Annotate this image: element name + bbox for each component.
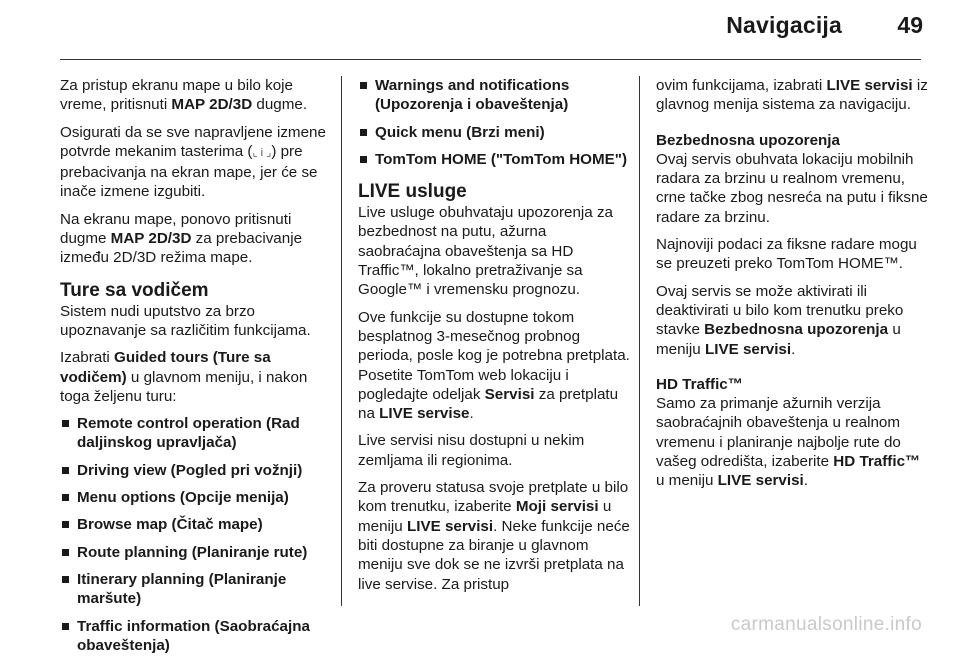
paragraph: Osigurati da se sve napravljene izmene potvrde mekanim tasterima (⌞ i ⌟) pre prebacivanja na ekran mape, jer će se inače izmene izgubiti.	[60, 123, 326, 201]
paragraph: Sistem nudi uputstvo za brzo upoznavanje sa različitim funkcijama.	[60, 302, 311, 339]
softkey-glyphs: ⌞ i ⌟	[252, 146, 272, 159]
paragraph: Live usluge obuhvataju upozorenja za bezbednost na putu, ažurna saobraćajna obaveštenja sa HD Traffic™, lokalno pretraživanje sa Google™ i vremensku prognozu.	[358, 204, 613, 299]
paragraph: Ove funkcije su dostupne tokom besplatnog 3-mesečnog probnog perioda, posle kog je potrebna pretplata. Posetite TomTom web lokaciju i pogledajte odeljak Servisi za pretplatu na LIVE servise.	[358, 308, 630, 423]
paragraph: Najnoviji podaci za fiksne radare mogu se preuzeti preko TomTom HOME™.	[656, 236, 917, 273]
section-heading: LIVE usluge	[358, 181, 467, 203]
header-rule	[60, 59, 921, 60]
column-3	[656, 76, 928, 499]
list-item: Itinerary planning (Planiranje maršute)	[60, 570, 332, 609]
bold-term: MAP 2D/3D	[171, 96, 253, 114]
list-item: Route planning (Planiranje rute)	[60, 543, 332, 562]
list-item: Menu options (Opcije menija)	[60, 488, 332, 507]
list-item: TomTom HOME ("TomTom HOME")	[358, 150, 630, 169]
tour-list-continued	[358, 76, 630, 169]
list-item: Driving view (Pogled pri vožnji)	[60, 461, 332, 480]
paragraph: Za proveru statusa svoje pretplate u bilo kom trenutku, izaberite Moji servisi u meniju LIVE servisi. Neke funkcije neće biti dostupne za biranje u glavnom meniju sve dok se ne izvrši pretplata na live servise. Za pristup	[358, 479, 630, 593]
bold-term: Servisi	[484, 385, 535, 403]
bold-term: LIVE servisi	[406, 517, 494, 535]
list-item: Remote control operation (Rad daljinskog upravljača)	[60, 414, 332, 453]
paragraph: Izabrati Guided tours (Ture sa vodičem) u glavnom meniju, i nakon toga željenu turu:	[60, 349, 308, 405]
bold-term: Guided tours (Ture sa vodičem)	[60, 349, 271, 386]
bold-term: MAP 2D/3D	[110, 230, 192, 248]
paragraph: Za pristup ekranu mape u bilo koje vreme, pritisnuti MAP 2D/3D dugme.	[60, 77, 308, 114]
bold-term: HD Traffic™	[833, 453, 921, 471]
list-item: Browse map (Čitač mape)	[60, 515, 332, 534]
page-header	[0, 0, 960, 60]
column-2	[358, 76, 630, 602]
paragraph: Ovaj servis se može aktivirati ili deaktivirati u bilo kom trenutku preko stavke Bezbednosna upozorenja u meniju LIVE servisi.	[656, 282, 904, 358]
list-item: Traffic information (Saobraćajna obaveštenja)	[60, 617, 332, 656]
page-number: 49	[897, 12, 923, 38]
subsection-heading: Bezbednosna upozorenja	[656, 131, 840, 149]
subsection-heading: HD Traffic™	[656, 375, 743, 393]
tour-list	[60, 414, 332, 655]
bold-term: LIVE servise	[379, 405, 470, 423]
page-title: Navigacija	[726, 12, 842, 38]
watermark: carmanualsonline.info	[730, 614, 922, 635]
paragraph: Ovaj servis obuhvata lokaciju mobilnih radara za brzinu u realnom vremenu, crne tačke zbog nesreća na putu i fiksne radare za brzinu.	[656, 150, 928, 226]
bold-term: LIVE servisi	[704, 340, 792, 358]
paragraph: Live servisi nisu dostupni u nekim zemljama ili regionima.	[358, 432, 585, 469]
column-divider-1	[341, 76, 342, 606]
bold-term: Moji servisi	[515, 498, 599, 516]
bold-term: LIVE servisi	[717, 472, 804, 490]
bold-term: Bezbednosna upozorenja	[704, 321, 889, 339]
paragraph: Samo za primanje ažurnih verzija saobraćajnih obaveštenja u realnom vremenu i planiranje najbolje rute do vašeg odredišta, izaberite HD Traffic™ u meniju LIVE servisi.	[656, 395, 921, 490]
section-heading: Ture sa vodičem	[60, 279, 209, 301]
paragraph: Na ekranu mape, ponovo pritisnuti dugme MAP 2D/3D za prebacivanje između 2D/3D režima mape.	[60, 210, 303, 267]
paragraph: ovim funkcijama, izabrati LIVE servisi iz glavnog menija sistema za navigaciju.	[656, 77, 928, 114]
list-item: Quick menu (Brzi meni)	[358, 123, 630, 142]
column-divider-2	[639, 76, 640, 606]
column-1	[60, 76, 332, 663]
bold-term: LIVE servisi	[826, 77, 913, 94]
list-item: Warnings and notifications (Upozorenja i obaveštenja)	[358, 76, 630, 115]
